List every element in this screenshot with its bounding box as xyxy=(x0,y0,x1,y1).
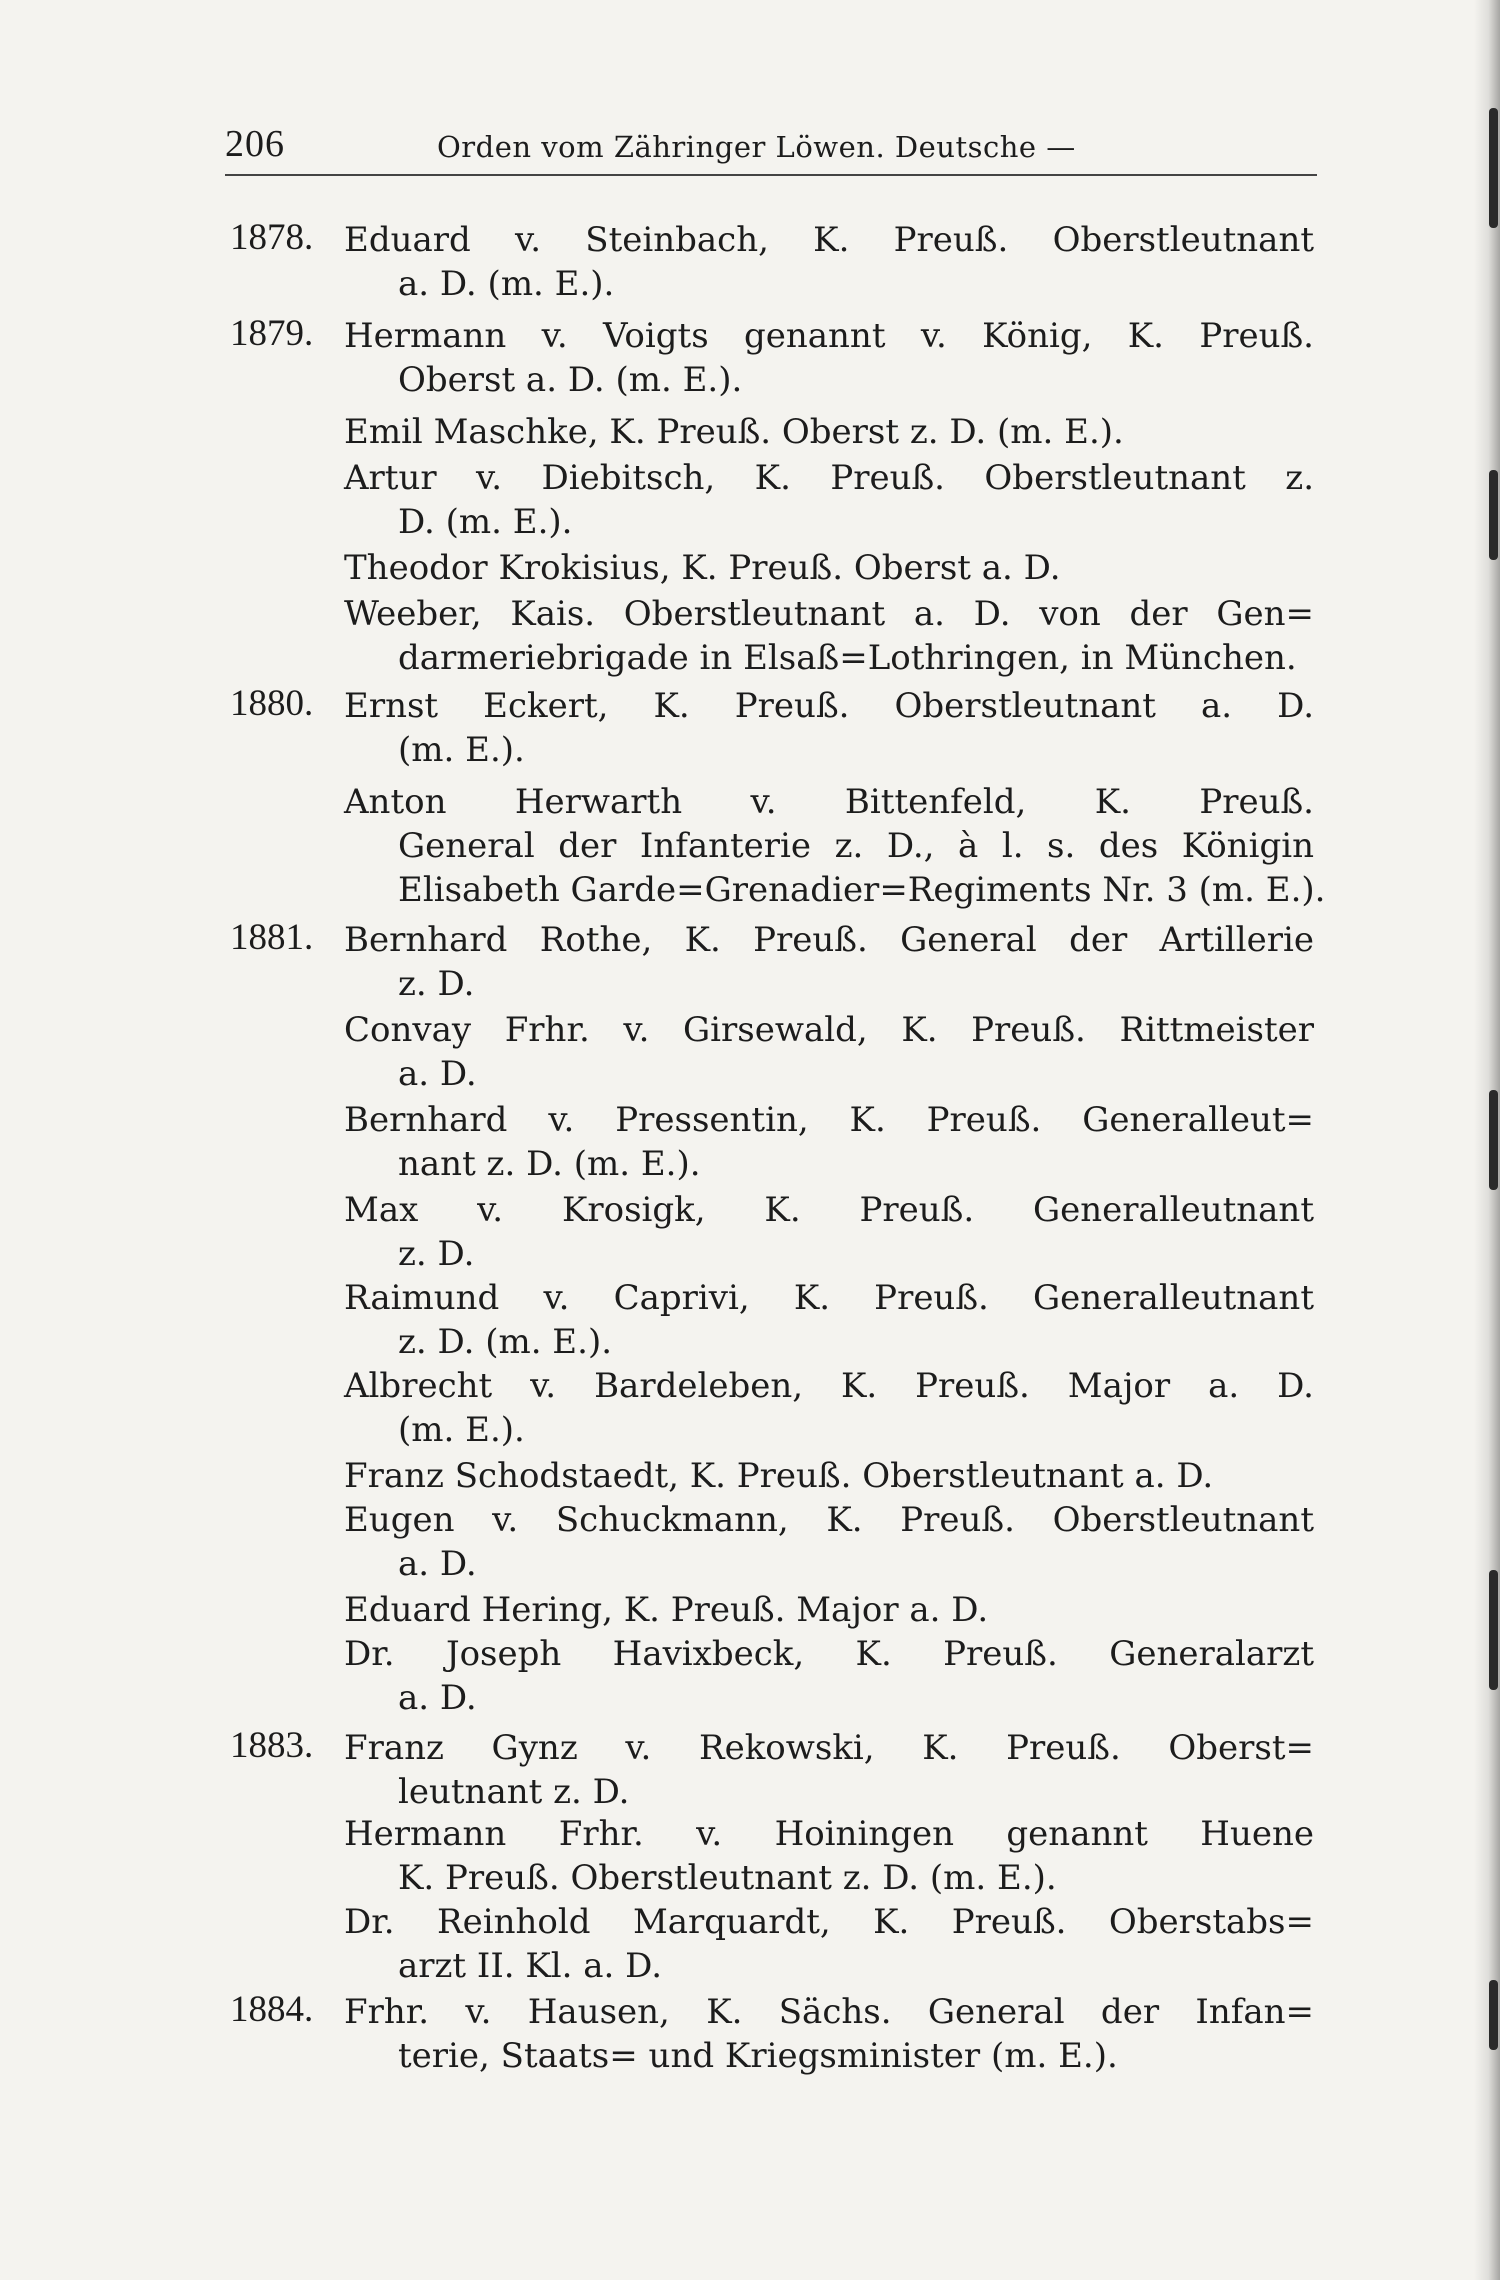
entry-continuation-line: leutnant z. D. xyxy=(398,1772,630,1812)
entry-line: Franz Gynz v. Rekowski, K. Preuß. Oberst= xyxy=(344,1728,1314,1768)
entry-line: Emil Maschke, K. Preuß. Oberst z. D. (m. E.). xyxy=(344,412,1124,452)
entry-continuation-line: nant z. D. (m. E.). xyxy=(398,1144,701,1184)
entry-line: Hermann Frhr. v. Hoiningen genannt Huene xyxy=(344,1814,1314,1854)
binding-mark xyxy=(1489,1570,1498,1690)
entry-continuation-line: a. D. (m. E.). xyxy=(398,264,615,304)
entry-continuation-line: (m. E.). xyxy=(398,730,525,770)
running-title: Orden vom Zähringer Löwen. Deutsche — xyxy=(437,130,1076,164)
entry-continuation-line: D. (m. E.). xyxy=(398,502,573,542)
entry-line: Artur v. Diebitsch, K. Preuß. Oberstleutnant z. xyxy=(344,458,1314,498)
entry-continuation-line: z. D. xyxy=(398,1234,475,1274)
entry-continuation-line: darmeriebrigade in Elsaß=Lothringen, in München. xyxy=(398,638,1297,678)
entry-line: Theodor Krokisius, K. Preuß. Oberst a. D. xyxy=(344,548,1061,588)
page-number: 206 xyxy=(225,123,285,165)
entry-continuation-line: arzt II. Kl. a. D. xyxy=(398,1946,663,1986)
binding-mark xyxy=(1489,1980,1498,2050)
entry-year: 1878. xyxy=(230,217,314,258)
entry-continuation-line: K. Preuß. Oberstleutnant z. D. (m. E.). xyxy=(398,1858,1057,1898)
entry-line: Bernhard v. Pressentin, K. Preuß. Generalleut= xyxy=(344,1100,1314,1140)
entry-line: Franz Schodstaedt, K. Preuß. Oberstleutnant a. D. xyxy=(344,1456,1214,1496)
entry-line: Dr. Joseph Havixbeck, K. Preuß. Generalarzt xyxy=(344,1634,1314,1674)
entry-line: Ernst Eckert, K. Preuß. Oberstleutnant a. D. xyxy=(344,686,1314,726)
entry-line: Eugen v. Schuckmann, K. Preuß. Oberstleutnant xyxy=(344,1500,1314,1540)
entry-line: Eduard v. Steinbach, K. Preuß. Oberstleutnant xyxy=(344,220,1314,260)
entry-line: Convay Frhr. v. Girsewald, K. Preuß. Rittmeister xyxy=(344,1010,1314,1050)
entry-year: 1881. xyxy=(230,917,314,958)
entry-continuation-line: Elisabeth Garde=Grenadier=Regiments Nr. 3 (m. E.). xyxy=(398,870,1326,910)
entry-year: 1883. xyxy=(230,1725,314,1766)
entry-year: 1880. xyxy=(230,683,314,724)
entry-line: Frhr. v. Hausen, K. Sächs. General der Infan= xyxy=(344,1992,1314,2032)
entry-continuation-line: Oberst a. D. (m. E.). xyxy=(398,360,743,400)
entry-line: Dr. Reinhold Marquardt, K. Preuß. Oberstabs= xyxy=(344,1902,1314,1942)
entry-continuation-line: General der Infanterie z. D., à l. s. des Königin xyxy=(398,826,1314,866)
entry-continuation-line: a. D. xyxy=(398,1678,477,1718)
entry-line: Raimund v. Caprivi, K. Preuß. Generalleutnant xyxy=(344,1278,1314,1318)
entry-continuation-line: (m. E.). xyxy=(398,1410,525,1450)
binding-mark xyxy=(1489,1090,1498,1190)
entry-line: Bernhard Rothe, K. Preuß. General der Artillerie xyxy=(344,920,1314,960)
entry-line: Hermann v. Voigts genannt v. König, K. Preuß. xyxy=(344,316,1314,356)
entry-continuation-line: terie, Staats= und Kriegsminister (m. E.). xyxy=(398,2036,1118,2076)
binding-mark xyxy=(1489,108,1498,228)
entry-continuation-line: a. D. xyxy=(398,1544,477,1584)
entry-year: 1884. xyxy=(230,1989,314,2030)
entry-continuation-line: a. D. xyxy=(398,1054,477,1094)
binding-mark xyxy=(1489,470,1498,560)
entry-year: 1879. xyxy=(230,313,314,354)
entry-line: Anton Herwarth v. Bittenfeld, K. Preuß. xyxy=(344,782,1314,822)
entry-line: Weeber, Kais. Oberstleutnant a. D. von der Gen= xyxy=(344,594,1314,634)
entry-continuation-line: z. D. (m. E.). xyxy=(398,1322,613,1362)
running-head xyxy=(225,118,1317,176)
entry-line: Max v. Krosigk, K. Preuß. Generalleutnant xyxy=(344,1190,1314,1230)
entry-line: Eduard Hering, K. Preuß. Major a. D. xyxy=(344,1590,989,1630)
entry-continuation-line: z. D. xyxy=(398,964,475,1004)
entry-line: Albrecht v. Bardeleben, K. Preuß. Major a. D. xyxy=(344,1366,1314,1406)
